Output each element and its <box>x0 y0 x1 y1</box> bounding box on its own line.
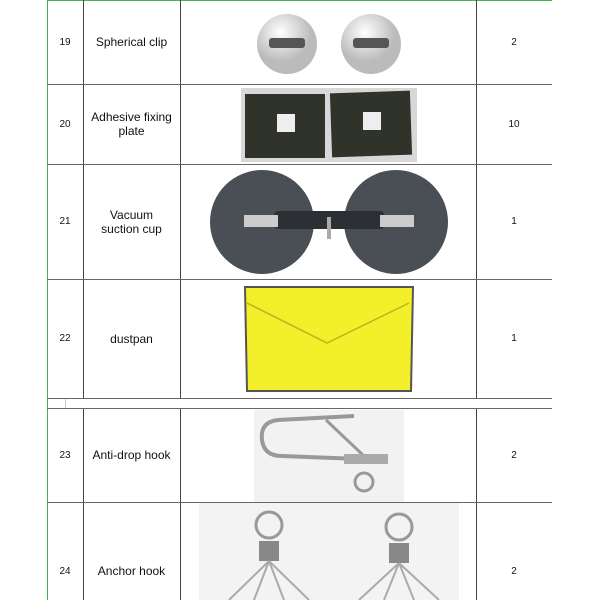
item-number: 21 <box>59 216 71 227</box>
item-name: dustpan <box>110 331 153 346</box>
item-number: 24 <box>59 565 71 577</box>
anti-drop-hook-image <box>181 409 476 502</box>
item-number: 20 <box>59 118 71 130</box>
item-number: 22 <box>59 333 71 344</box>
item-quantity: 1 <box>511 216 517 227</box>
item-quantity: 2 <box>511 449 517 461</box>
item-quantity: 2 <box>511 565 517 577</box>
item-quantity: 2 <box>511 36 517 48</box>
dustpan-image <box>181 281 476 397</box>
item-name: Spherical clip <box>95 35 168 49</box>
item-name: Anchor hook <box>97 564 166 578</box>
item-quantity: 10 <box>508 118 520 130</box>
item-number: 23 <box>59 449 71 461</box>
item-name: Adhesive fixing plate <box>91 110 172 138</box>
vacuum-suction-cup-image <box>181 165 476 279</box>
page-break-line <box>47 398 552 399</box>
anchor-hook-image <box>181 503 476 600</box>
spherical-clip-image <box>181 1 476 84</box>
item-quantity: 1 <box>511 333 517 344</box>
item-number: 19 <box>59 36 71 48</box>
item-name: Anti-drop hook <box>92 448 171 462</box>
page-break-stub <box>47 399 66 408</box>
item-name: Vacuum suction cup <box>101 207 162 236</box>
adhesive-plate-image <box>181 85 476 164</box>
